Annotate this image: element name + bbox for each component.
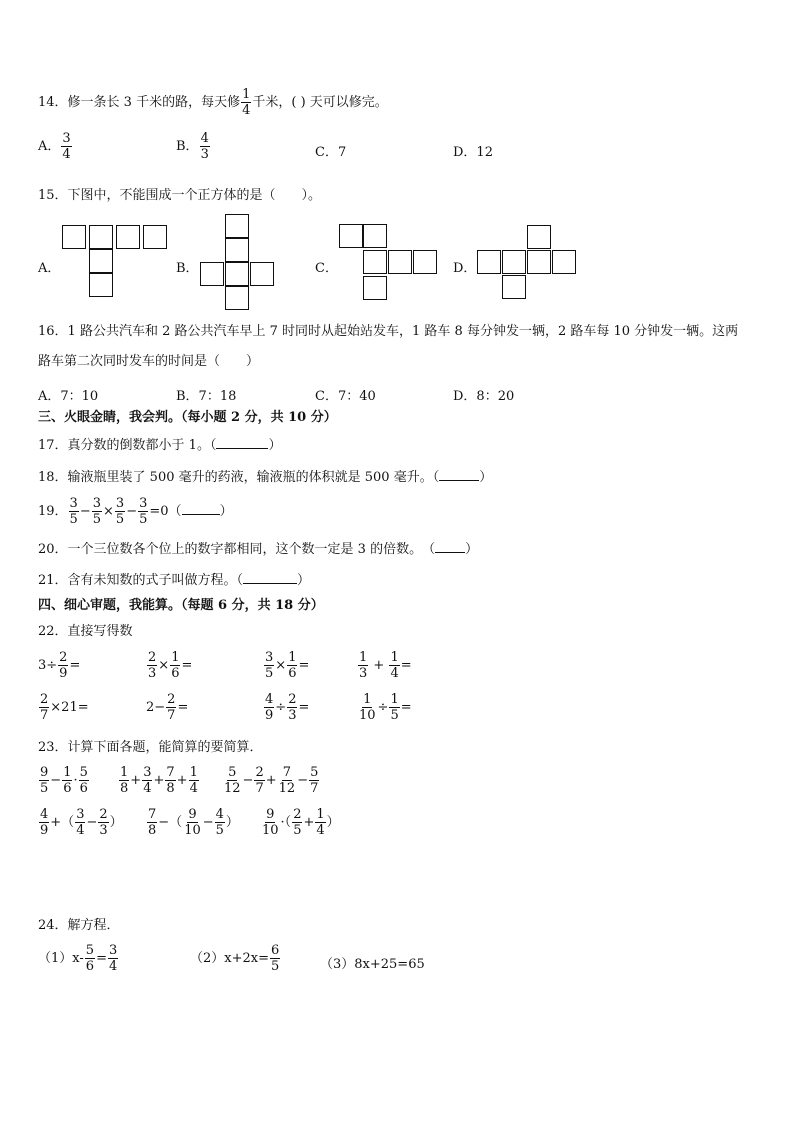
q23-r1-e3: $\frac{5}{12}$ − $\frac{2}{7}$ + $\frac{7}{12}$ − $\frac{5}{7}$ <box>224 765 319 796</box>
q15-option-d-label[interactable]: D． <box>453 261 477 276</box>
q16-option-d[interactable]: D．8：20 <box>453 389 515 404</box>
q24-title: 24．解方程． <box>38 918 120 933</box>
q15-stem: 15．下图中，不能围成一个正方体的是（ ）。 <box>38 188 322 203</box>
q23-r2-e3: $\frac{9}{10}$ ·（ $\frac{2}{5}$ + $\frac{1}{4}$ ） <box>262 807 340 838</box>
q14-option-c[interactable]: C．7 <box>315 145 347 160</box>
q16-option-a[interactable]: A．7：10 <box>38 389 99 404</box>
q20: 20．一个三位数各个位上的数字都相同，这个数一定是 3 的倍数。 （ ） <box>38 542 479 557</box>
q23-r1-e1: $\frac{9}{5}$ − $\frac{1}{6}$ · $\frac{5}{6}$ <box>40 765 88 796</box>
q14-option-a[interactable]: A． $\frac{3}{4}$ <box>38 131 71 162</box>
q16-option-b[interactable]: B．7：18 <box>176 389 237 404</box>
q22-r1-c4: $\frac{1}{3}$ + $\frac{1}{4}$ = <box>359 650 412 681</box>
q24-item-3: （3）8x+25=65 <box>320 957 425 972</box>
q15-option-a-label[interactable]: A． <box>38 261 61 276</box>
section-4-heading: 四、细心审题，我能算。（每题 6 分，共 18 分） <box>38 598 324 613</box>
q23-r1-e2: $\frac{1}{8}$ + $\frac{3}{4}$ + $\frac{7}{8}$ + $\frac{1}{4}$ <box>120 765 198 796</box>
q17: 17．真分数的倒数都小于 1。（ ） <box>38 438 282 453</box>
q15-option-c-label[interactable]: C． <box>315 261 338 276</box>
q22-r2-c1: $\frac{2}{7}$ ×21= <box>40 692 89 723</box>
q17-answer-blank[interactable] <box>216 437 268 449</box>
q24-item-1: （1）x- $\frac{5}{6}$ = $\frac{3}{4}$ <box>38 943 118 974</box>
q14-suffix: 千米，( ) 天可以修完。 <box>252 95 388 110</box>
q22-r2-c3: $\frac{4}{9}$ ÷ $\frac{2}{3}$ = <box>265 692 310 723</box>
q14-option-b[interactable]: B． $\frac{4}{3}$ <box>176 131 209 162</box>
q23-title: 23．计算下面各题，能简算的要简算． <box>38 740 263 755</box>
q16-line1: 16．1 路公共汽车和 2 路公共汽车早上 7 时同时从起始站发车，1 路车 8 每分钟发一辆，2 路车每 10 分钟发一辆。这两 <box>38 324 739 339</box>
q21-answer-blank[interactable] <box>243 572 297 584</box>
q14-fraction: $\frac{1}{4}$ <box>242 87 251 118</box>
q22-r1-c3: $\frac{3}{5}$ × $\frac{1}{6}$ = <box>265 650 310 681</box>
q22-title: 22．直接写得数 <box>38 624 133 639</box>
q18-answer-blank[interactable] <box>439 469 479 481</box>
q22-r2-c4: $\frac{1}{10}$ ÷ $\frac{1}{5}$ = <box>359 692 412 723</box>
q23-r2-e1: $\frac{4}{9}$ +（ $\frac{3}{4}$ − $\frac{2}{3}$ ） <box>40 807 123 838</box>
q22-r1-c1: 3÷ $\frac{2}{9}$ = <box>38 650 81 681</box>
q14-option-d[interactable]: D．12 <box>453 145 493 160</box>
q22-r2-c2: 2− $\frac{2}{7}$ = <box>146 692 189 723</box>
q18: 18．输液瓶里装了 500 毫升的药液，输液瓶的体积就是 500 毫升。（ ） <box>38 470 493 485</box>
section-3-heading: 三、火眼金睛，我会判。（每小题 2 分，共 10 分） <box>38 410 337 425</box>
q14-prefix: 14．修一条长 3 千米的路，每天修 <box>38 95 241 110</box>
q19: 19． $\frac{3}{5}$ − $\frac{3}{5}$ × $\frac{3}{5}$ − $\frac{3}{5}$ =0（ ） <box>38 496 233 527</box>
q15-option-b-label[interactable]: B． <box>176 261 199 276</box>
q22-r1-c2: $\frac{2}{3}$ × $\frac{1}{6}$ = <box>148 650 193 681</box>
q19-answer-blank[interactable] <box>182 503 220 515</box>
q14-stem <box>38 88 388 117</box>
q16-option-c[interactable]: C．7：40 <box>315 389 376 404</box>
q20-answer-blank[interactable] <box>435 541 465 553</box>
q16-line2: 路车第二次同时发车的时间是（ ） <box>38 354 260 369</box>
q21: 21．含有未知数的式子叫做方程。（ ） <box>38 573 311 588</box>
q24-item-2: （2）x+2x= $\frac{6}{5}$ <box>190 943 280 974</box>
q23-r2-e2: $\frac{7}{8}$ −（ $\frac{9}{10}$ − $\frac{4}{5}$ ） <box>148 807 239 838</box>
